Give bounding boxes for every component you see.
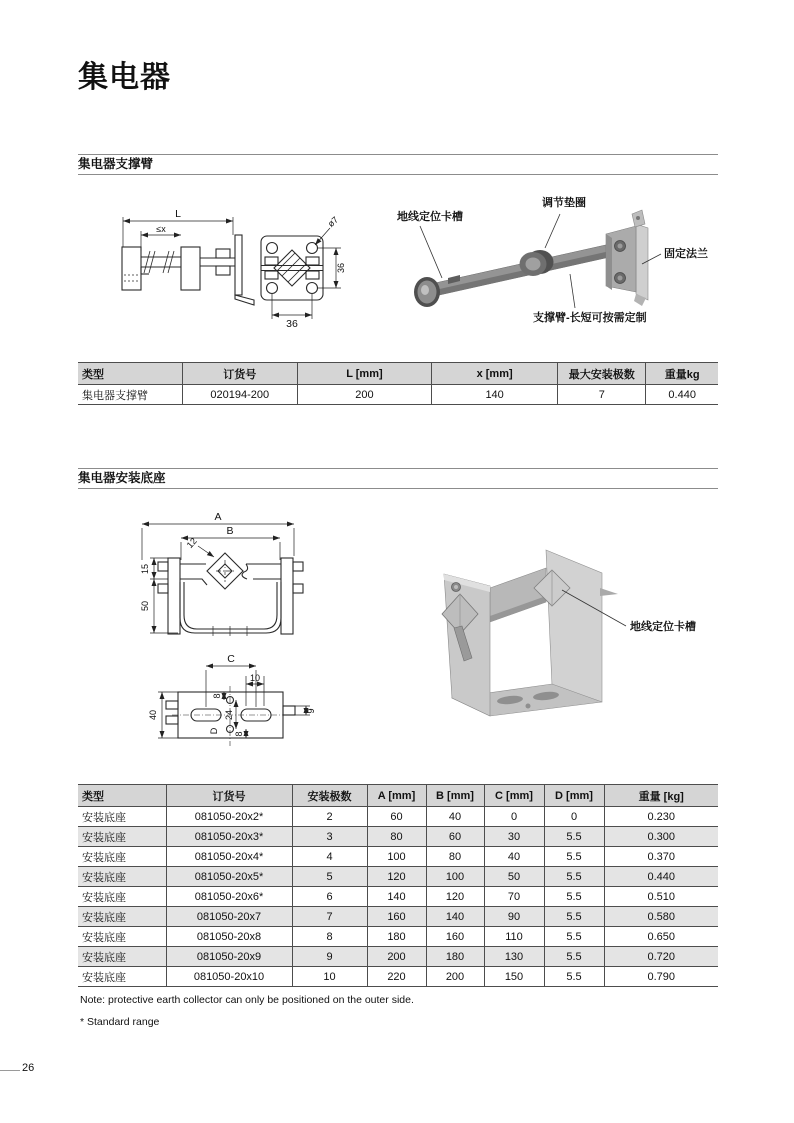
cell: 120	[367, 867, 426, 887]
cell: 4	[292, 847, 367, 867]
cell: 160	[367, 907, 426, 927]
callout-earth-slot: 地线定位卡槽	[397, 211, 463, 223]
dim-label-x: ≤x	[156, 224, 166, 234]
cell: 2	[292, 807, 367, 827]
table-row	[78, 827, 718, 847]
table-row	[78, 947, 718, 967]
col-header: D [mm]	[544, 785, 604, 807]
cell: 90	[484, 907, 544, 927]
support-arm-photo	[390, 190, 720, 345]
cell: 10	[292, 967, 367, 987]
side-view-details	[124, 251, 174, 281]
cell: 0.300	[604, 827, 718, 847]
cell: 5.5	[544, 887, 604, 907]
table-header-row	[78, 785, 718, 807]
dim-label-40: 40	[148, 709, 158, 721]
cell: 60	[367, 807, 426, 827]
cell: 集电器支撑臂	[78, 385, 182, 405]
cell: 180	[426, 947, 484, 967]
mounting-base-photo	[400, 530, 730, 755]
cell: 220	[367, 967, 426, 987]
support-arm-technical-drawing	[78, 195, 398, 360]
side-view-outline	[122, 235, 254, 305]
support-arm-table	[78, 362, 718, 405]
cell: 081050-20x5*	[166, 867, 292, 887]
dimension-lines	[142, 524, 310, 738]
cell: 020194-200	[182, 385, 297, 405]
footer-rule	[0, 1070, 20, 1071]
dim-label-L: L	[175, 208, 181, 220]
cell: 80	[367, 827, 426, 847]
cell: 5.5	[544, 847, 604, 867]
cell: 安装底座	[78, 847, 166, 867]
dim-label-12: 12	[184, 535, 199, 551]
table-row	[78, 847, 718, 867]
cell: 0.440	[604, 867, 718, 887]
base-render	[442, 550, 618, 716]
col-header: 重量kg	[646, 363, 718, 385]
col-header: 订货号	[166, 785, 292, 807]
dim-label-10: 10	[249, 673, 261, 683]
cell: 3	[292, 827, 367, 847]
col-header: 类型	[78, 785, 166, 807]
dim-label-C: C	[227, 653, 235, 665]
cell: 0.440	[646, 385, 718, 405]
dim-label-36-vertical: 36	[336, 262, 346, 274]
cell: 130	[484, 947, 544, 967]
cell: 5.5	[544, 867, 604, 887]
cell: 5.5	[544, 927, 604, 947]
col-header: 类型	[78, 363, 182, 385]
cell: 0.720	[604, 947, 718, 967]
col-header: C [mm]	[484, 785, 544, 807]
cell: 120	[426, 887, 484, 907]
cell: 5.5	[544, 827, 604, 847]
cell: 081050-20x2*	[166, 807, 292, 827]
mounting-base-technical-drawing	[78, 500, 338, 765]
cell: 7	[292, 907, 367, 927]
cell: 30	[484, 827, 544, 847]
cell: 0	[484, 807, 544, 827]
table-note: Note: protective earth collector can only be positioned on the outer side.	[80, 994, 414, 1006]
cell: 150	[484, 967, 544, 987]
cell: 5.5	[544, 947, 604, 967]
cell: 081050-20x8	[166, 927, 292, 947]
table-row	[78, 887, 718, 907]
dim-label-24: 24	[224, 709, 234, 721]
table-row	[78, 385, 718, 405]
col-header: 订货号	[182, 363, 297, 385]
col-header: B [mm]	[426, 785, 484, 807]
cell: 60	[426, 827, 484, 847]
mounting-base-table	[78, 784, 718, 987]
cell: 40	[484, 847, 544, 867]
cell: 200	[297, 385, 431, 405]
table-header-row	[78, 363, 718, 385]
cell: 70	[484, 887, 544, 907]
cell: 140	[426, 907, 484, 927]
cell: 安装底座	[78, 927, 166, 947]
cell: 40	[426, 807, 484, 827]
callout-earth-slot: 地线定位卡槽	[630, 621, 696, 633]
dim-label-8-bottom: 8	[234, 731, 244, 737]
cell: 0	[544, 807, 604, 827]
cell: 5.5	[544, 967, 604, 987]
cell: 9	[292, 947, 367, 967]
col-header: 最大安装极数	[558, 363, 646, 385]
dim-label-8-top: 8	[212, 693, 222, 699]
cell: 80	[426, 847, 484, 867]
col-header: L [mm]	[297, 363, 431, 385]
dim-label-B: B	[226, 525, 234, 537]
section1-heading: 集电器支撑臂	[78, 154, 718, 175]
cell: 0.510	[604, 887, 718, 907]
cell: 160	[426, 927, 484, 947]
cell: 7	[558, 385, 646, 405]
cell: 5	[292, 867, 367, 887]
table-row	[78, 927, 718, 947]
cell: 0.230	[604, 807, 718, 827]
cell: 安装底座	[78, 907, 166, 927]
cell: 8	[292, 927, 367, 947]
cell: 200	[367, 947, 426, 967]
table-row	[78, 907, 718, 927]
cell: 140	[367, 887, 426, 907]
page-title: 集电器	[78, 61, 171, 94]
cell: 081050-20x7	[166, 907, 292, 927]
cell: 081050-20x6*	[166, 887, 292, 907]
page-number: 26	[22, 1062, 35, 1074]
callout-flange: 固定法兰	[664, 248, 708, 260]
cell: 081050-20x10	[166, 967, 292, 987]
cell: 100	[367, 847, 426, 867]
cell: 081050-20x9	[166, 947, 292, 967]
cell: 50	[484, 867, 544, 887]
cell: 5.5	[544, 907, 604, 927]
front-view-outline	[261, 236, 323, 300]
dim-label-9: 9	[306, 708, 316, 714]
cell: 0.370	[604, 847, 718, 867]
cell: 安装底座	[78, 887, 166, 907]
cell: 081050-20x3*	[166, 827, 292, 847]
dim-label-hole-diameter: ø7	[325, 214, 341, 230]
standard-range-footnote: * Standard range	[80, 1016, 160, 1028]
callout-arm: 支撑臂-长短可按需定制	[533, 312, 647, 324]
cell: 安装底座	[78, 947, 166, 967]
dim-label-15: 15	[140, 563, 150, 575]
section2-heading: 集电器安装底座	[78, 468, 718, 489]
table-row	[78, 807, 718, 827]
cell: 安装底座	[78, 827, 166, 847]
table-row	[78, 967, 718, 987]
cell: 180	[367, 927, 426, 947]
cell: 200	[426, 967, 484, 987]
arm-render	[414, 210, 648, 307]
col-header: A [mm]	[367, 785, 426, 807]
col-header: 重量 [kg]	[604, 785, 718, 807]
cell: 安装底座	[78, 867, 166, 887]
cell: 安装底座	[78, 967, 166, 987]
dim-label-D: D	[209, 727, 219, 735]
dim-label-36-horizontal: 36	[286, 318, 298, 330]
cell: 安装底座	[78, 807, 166, 827]
cell: 110	[484, 927, 544, 947]
cell: 6	[292, 887, 367, 907]
col-header: x [mm]	[432, 363, 558, 385]
cell: 140	[432, 385, 558, 405]
callout-washer: 调节垫圈	[542, 197, 586, 209]
cell: 0.650	[604, 927, 718, 947]
table-row	[78, 867, 718, 887]
dim-label-50: 50	[140, 600, 150, 612]
dim-label-A: A	[214, 511, 222, 523]
cell: 0.790	[604, 967, 718, 987]
cell: 100	[426, 867, 484, 887]
cell: 081050-20x4*	[166, 847, 292, 867]
col-header: 安装极数	[292, 785, 367, 807]
cell: 0.580	[604, 907, 718, 927]
front-view-outline	[158, 553, 303, 634]
